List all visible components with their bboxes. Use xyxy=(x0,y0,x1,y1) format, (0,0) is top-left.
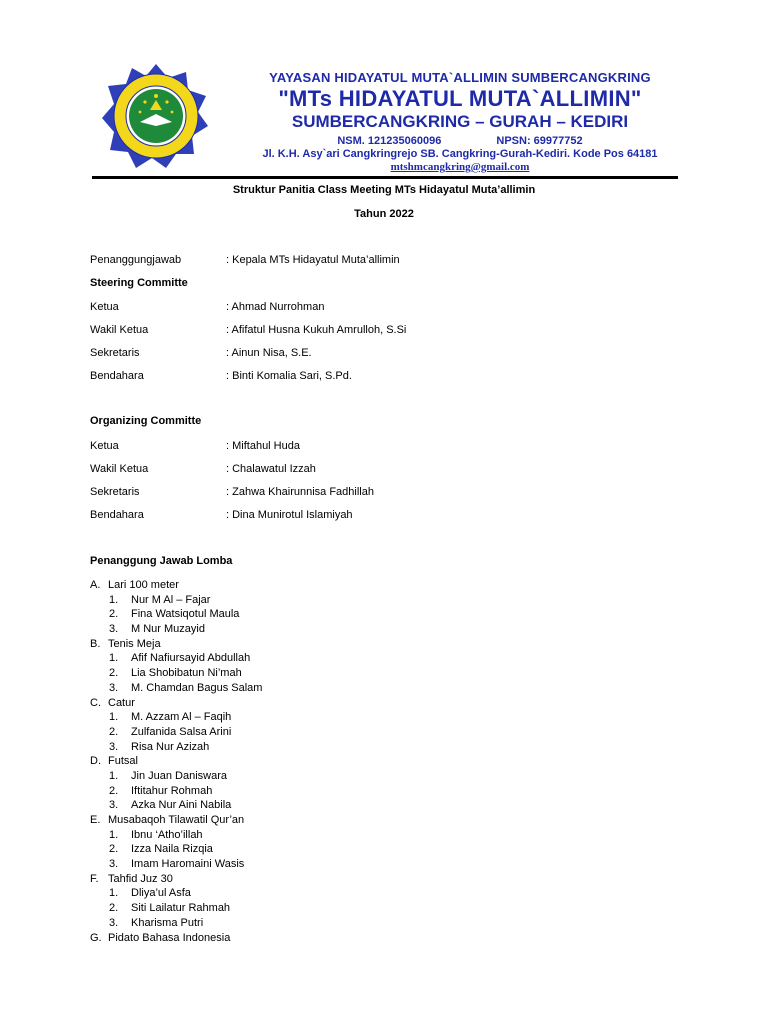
list-number: 2. xyxy=(109,608,119,621)
person-item xyxy=(90,681,262,696)
row-value: : Ainun Nisa, S.E. xyxy=(226,347,312,359)
person-name: Dliya’ul Asfa xyxy=(131,887,191,900)
row-value: : Miftahul Huda xyxy=(226,440,300,452)
person-name: Jin Juan Daniswara xyxy=(131,769,227,782)
competition-item xyxy=(90,578,262,593)
competition-name: Pidato Bahasa Indonesia xyxy=(108,931,231,944)
competition-item xyxy=(90,813,262,828)
person-name: Fina Watsiqotul Maula xyxy=(131,608,240,621)
person-name: Nur M Al – Fajar xyxy=(131,593,211,606)
competition-name: Tahfid Juz 30 xyxy=(108,872,173,885)
person-name: Azka Nur Aini Nabila xyxy=(131,799,232,812)
responsible-row xyxy=(90,253,400,267)
list-number: 3. xyxy=(109,681,119,694)
competitions-heading: Penanggung Jawab Lomba xyxy=(90,555,233,567)
person-name: M. Azzam Al – Faqih xyxy=(131,711,232,724)
person-name: Siti Lailatur Rahmah xyxy=(131,902,231,915)
npsn-number: NPSN: 69977752 xyxy=(496,135,583,147)
steering-row xyxy=(90,369,352,383)
person-item xyxy=(90,725,262,740)
person-item xyxy=(90,769,262,784)
person-name: Ibnu ‘Atho’illah xyxy=(131,828,203,841)
list-number: 1. xyxy=(109,652,119,665)
school-logo xyxy=(100,60,212,172)
competition-list xyxy=(90,578,262,945)
document-title: Struktur Panitia Class Meeting MTs Hidayatul Muta’allimin xyxy=(232,184,536,196)
list-number: 2. xyxy=(109,902,119,915)
school-email[interactable]: mtshmcangkring@gmail.com xyxy=(390,161,530,173)
person-name: Iftitahur Rohmah xyxy=(131,784,213,797)
person-item xyxy=(90,784,262,799)
list-number: 3. xyxy=(109,740,119,753)
list-letter: B. xyxy=(90,637,101,650)
person-item xyxy=(90,901,262,916)
row-label: Sekretaris xyxy=(90,347,140,359)
person-item xyxy=(90,798,262,813)
person-item xyxy=(90,622,262,637)
steering-row xyxy=(90,346,312,360)
person-item xyxy=(90,916,262,931)
person-name: Risa Nur Azizah xyxy=(131,740,210,753)
foundation-name: YAYASAN HIDAYATUL MUTA`ALLIMIN SUMBERCANGKRING xyxy=(269,70,651,85)
row-label: Penanggungjawab xyxy=(90,254,182,266)
row-label: Bendahara xyxy=(90,370,144,382)
person-item xyxy=(90,857,262,872)
steering-row xyxy=(90,300,324,314)
organizing-row xyxy=(90,485,374,499)
competition-item xyxy=(90,872,262,887)
list-number: 3. xyxy=(109,623,119,636)
person-name: Afif Nafiursayid Abdullah xyxy=(131,652,251,665)
list-letter: G. xyxy=(90,931,102,944)
competition-item xyxy=(90,931,262,946)
row-value: : Dina Munirotul Islamiyah xyxy=(226,509,353,521)
row-value: : Afifatul Husna Kukuh Amrulloh, S.Si xyxy=(226,324,407,336)
organizing-heading: Organizing Committe xyxy=(90,415,202,427)
organizing-row xyxy=(90,462,316,476)
list-number: 2. xyxy=(109,725,119,738)
person-item xyxy=(90,593,262,608)
list-number: 3. xyxy=(109,799,119,812)
row-label: Sekretaris xyxy=(90,486,140,498)
person-name: M Nur Muzayid xyxy=(131,623,205,636)
steering-row xyxy=(90,323,406,337)
list-letter: F. xyxy=(90,872,99,885)
row-label: Bendahara xyxy=(90,509,144,521)
row-value: : Zahwa Khairunnisa Fadhillah xyxy=(226,486,374,498)
competition-name: Futsal xyxy=(108,755,138,768)
list-number: 3. xyxy=(109,858,119,871)
list-number: 1. xyxy=(109,887,119,900)
row-label: Ketua xyxy=(90,440,119,452)
letterhead xyxy=(225,70,695,173)
competition-item xyxy=(90,754,262,769)
list-number: 2. xyxy=(109,784,119,797)
person-item xyxy=(90,740,262,755)
list-number: 2. xyxy=(109,667,119,680)
school-name: "MTs HIDAYATUL MUTA`ALLIMIN" xyxy=(278,86,642,111)
person-item xyxy=(90,828,262,843)
person-item xyxy=(90,886,262,901)
document-year: Tahun 2022 xyxy=(354,208,414,220)
list-number: 1. xyxy=(109,828,119,841)
steering-heading: Steering Committe xyxy=(90,277,188,289)
person-item xyxy=(90,842,262,857)
person-item xyxy=(90,607,262,622)
competition-name: Catur xyxy=(108,696,135,709)
school-location: SUMBERCANGKRING – GURAH – KEDIRI xyxy=(291,112,629,131)
person-name: M. Chamdan Bagus Salam xyxy=(131,681,263,694)
row-value: : Kepala MTs Hidayatul Muta’allimin xyxy=(226,254,400,266)
list-number: 3. xyxy=(109,916,119,929)
competition-name: Tenis Meja xyxy=(108,637,161,650)
person-name: Imam Haromaini Wasis xyxy=(131,858,245,871)
person-name: Izza Naila Rizqia xyxy=(131,843,213,856)
header-divider xyxy=(92,176,678,179)
list-letter: A. xyxy=(90,579,101,591)
list-letter: C. xyxy=(90,696,101,709)
list-number: 2. xyxy=(109,843,119,856)
list-number: 1. xyxy=(109,769,119,782)
organizing-row xyxy=(90,439,300,453)
person-item xyxy=(90,666,262,681)
list-number: 1. xyxy=(109,593,119,606)
competition-name: Musabaqoh Tilawatil Qur’an xyxy=(108,814,245,826)
competition-item xyxy=(90,637,262,652)
school-address: Jl. K.H. Asy`ari Cangkringrejo SB. Cangkring-Gurah-Kediri. Kode Pos 64181 xyxy=(262,148,658,160)
school-ids xyxy=(225,135,695,147)
nsm-number: NSM. 121235060096 xyxy=(337,135,442,147)
competition-item xyxy=(90,696,262,711)
person-name: Zulfanida Salsa Arini xyxy=(131,725,232,738)
person-name: Lia Shobibatun Ni’mah xyxy=(131,667,242,680)
list-number: 1. xyxy=(109,711,119,724)
person-name: Kharisma Putri xyxy=(131,916,204,929)
row-label: Wakil Ketua xyxy=(90,324,149,336)
row-value: : Chalawatul Izzah xyxy=(226,463,316,475)
row-label: Wakil Ketua xyxy=(90,463,149,475)
list-letter: E. xyxy=(90,814,101,826)
row-label: Ketua xyxy=(90,301,119,313)
row-value: : Ahmad Nurrohman xyxy=(226,301,325,313)
competition-name: Lari 100 meter xyxy=(108,579,179,591)
organizing-row xyxy=(90,508,353,522)
person-item xyxy=(90,651,262,666)
row-value: : Binti Komalia Sari, S.Pd. xyxy=(226,370,352,382)
person-item xyxy=(90,710,262,725)
list-letter: D. xyxy=(90,755,101,768)
